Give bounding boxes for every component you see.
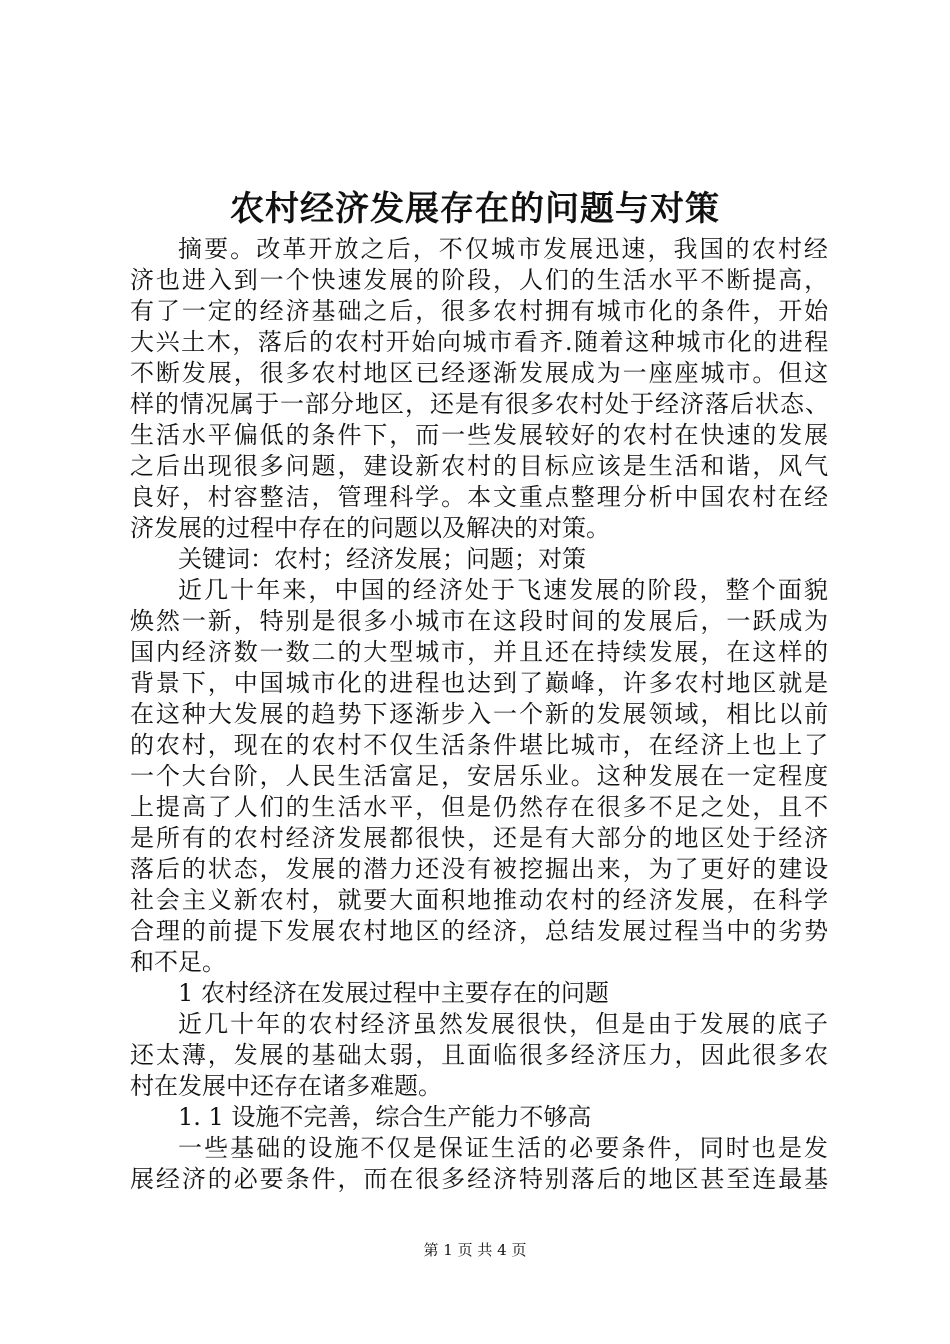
text-line: 摘要。改革开放之后，不仅城市发展迅速，我国的农村经 <box>178 235 830 263</box>
text-line: 近几十年来，中国的经济处于飞速发展的阶段，整个面貌 <box>178 576 830 604</box>
text-line: 之后出现很多问题，建设新农村的目标应该是生活和谐，风气 <box>130 452 831 480</box>
text-line: 的农村，现在的农村不仅生活条件堪比城市，在经济上也上了 <box>130 731 831 759</box>
text-line: 有了一定的经济基础之后，很多农村拥有城市化的条件，开始 <box>130 297 831 325</box>
text-line: 生活水平偏低的条件下，而一些发展较好的农村在快速的发展 <box>130 421 831 449</box>
text-line: 展经济的必要条件，而在很多经济特别落后的地区甚至连最基 <box>130 1165 831 1193</box>
text-line: 和不足。 <box>130 948 226 976</box>
text-line: 焕然一新，特别是很多小城市在这段时间的发展后，一跃成为 <box>130 607 831 635</box>
text-line: 一些基础的设施不仅是保证生活的必要条件，同时也是发 <box>178 1134 830 1162</box>
text-line: 不断发展，很多农村地区已经逐渐发展成为一座座城市。但这 <box>130 359 831 387</box>
text-line: 社会主义新农村，就要大面积地推动农村的经济发展，在科学 <box>130 886 831 914</box>
text-line: 国内经济数一数二的大型城市，并且还在持续发展，在这样的 <box>130 638 831 666</box>
text-line: 还太薄，发展的基础太弱，且面临很多经济压力，因此很多农 <box>130 1041 831 1069</box>
text-line: 是所有的农村经济发展都很快，还是有大部分的地区处于经济 <box>130 824 831 852</box>
text-line: 合理的前提下发展农村地区的经济，总结发展过程当中的劣势 <box>130 917 831 945</box>
text-line: 济也进入到一个快速发展的阶段，人们的生活水平不断提高， <box>130 266 831 294</box>
text-line: 样的情况属于一部分地区，还是有很多农村处于经济落后状态、 <box>130 390 830 418</box>
text-line: 上提高了人们的生活水平，但是仍然存在很多不足之处，且不 <box>130 793 831 821</box>
text-line: 在这种大发展的趋势下逐渐步入一个新的发展领域，相比以前 <box>130 700 831 728</box>
text-line: 关键词：农村；经济发展；问题；对策 <box>178 545 586 573</box>
text-line: 1 农村经济在发展过程中主要存在的问题 <box>178 979 609 1007</box>
text-line: 一个大台阶，人民生活富足，安居乐业。这种发展在一定程度 <box>130 762 831 790</box>
text-line: 近几十年的农村经济虽然发展很快，但是由于发展的底子 <box>178 1010 830 1038</box>
text-line: 落后的状态，发展的潜力还没有被挖掘出来，为了更好的建设 <box>130 855 831 883</box>
text-line: 大兴土木，落后的农村开始向城市看齐.随着这种城市化的进程 <box>130 328 830 356</box>
text-line: 村在发展中还存在诸多难题。 <box>130 1072 442 1100</box>
text-line: 1. 1 设施不完善，综合生产能力不够高 <box>178 1103 592 1131</box>
page-footer: 第 1 页 共 4 页 <box>423 1241 527 1259</box>
document-title: 农村经济发展存在的问题与对策 <box>230 189 720 229</box>
text-line: 良好，村容整洁，管理科学。本文重点整理分析中国农村在经 <box>130 483 831 511</box>
text-line: 背景下，中国城市化的进程也达到了巅峰，许多农村地区就是 <box>130 669 831 697</box>
document-body <box>130 234 830 1195</box>
text-line: 济发展的过程中存在的问题以及解决的对策。 <box>130 514 610 542</box>
